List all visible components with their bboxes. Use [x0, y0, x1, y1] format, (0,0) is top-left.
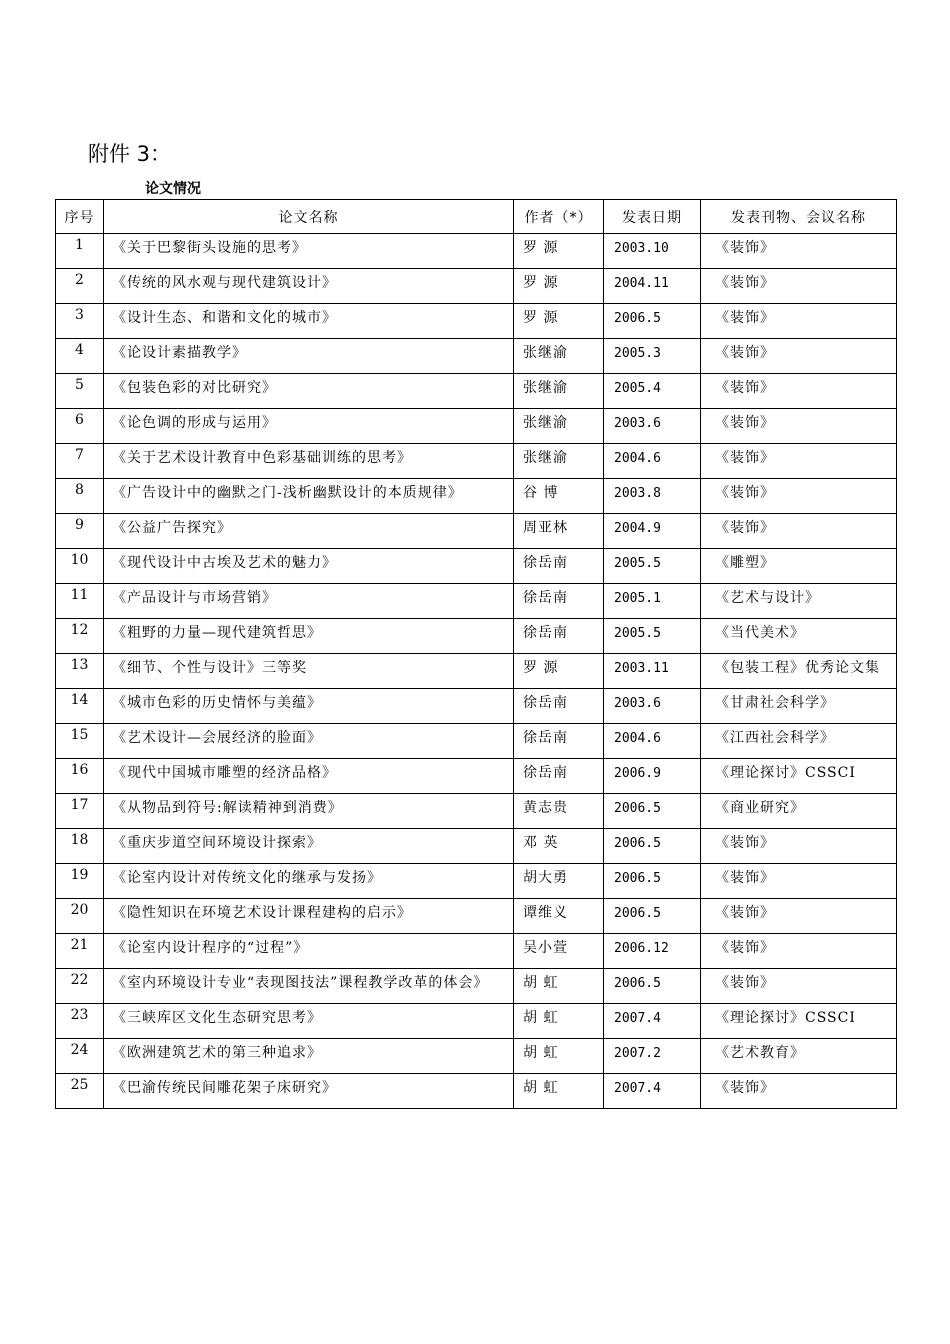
cell-date-text: 2003.8 [614, 486, 661, 501]
cell-index [56, 304, 104, 339]
cell-date [604, 444, 701, 479]
cell-author-text: 罗 源 [523, 240, 559, 256]
cell-author [514, 724, 604, 759]
cell-index [56, 339, 104, 374]
cell-publication [701, 1039, 897, 1074]
cell-index [56, 444, 104, 479]
cell-author [514, 1074, 604, 1109]
cell-author-text: 徐岳南 [523, 695, 568, 711]
cell-publication [701, 864, 897, 899]
table-body [56, 234, 897, 1109]
cell-publication [701, 654, 897, 689]
cell-title-text: 《现代设计中古埃及艺术的魅力》 [112, 555, 337, 571]
cell-author-text: 谭维义 [523, 905, 568, 921]
cell-author [514, 619, 604, 654]
table-row [56, 549, 897, 584]
cell-title-text: 《论设计素描教学》 [112, 345, 247, 361]
cell-index [56, 794, 104, 829]
cell-title [104, 1074, 514, 1109]
cell-date [604, 864, 701, 899]
cell-index-text: 12 [70, 622, 89, 638]
cell-date [604, 304, 701, 339]
section-subtitle: 论文情况 [145, 181, 201, 197]
cell-date-text: 2004.11 [614, 276, 669, 291]
cell-date-text: 2007.2 [614, 1046, 661, 1061]
cell-index-text: 20 [70, 902, 89, 918]
cell-author-text: 邓 英 [523, 835, 559, 851]
cell-title-text: 《粗野的力量—现代建筑哲思》 [112, 625, 322, 641]
cell-publication-text: 《装饰》 [715, 310, 775, 326]
cell-date [604, 1039, 701, 1074]
cell-author [514, 234, 604, 269]
cell-publication [701, 444, 897, 479]
cell-title [104, 514, 514, 549]
cell-title [104, 864, 514, 899]
header-date: 发表日期 [604, 200, 701, 234]
cell-index [56, 269, 104, 304]
cell-author [514, 759, 604, 794]
table-row [56, 689, 897, 724]
cell-date-text: 2005.4 [614, 381, 661, 396]
cell-publication [701, 1074, 897, 1109]
cell-title [104, 234, 514, 269]
cell-date [604, 269, 701, 304]
cell-title [104, 444, 514, 479]
cell-publication-text: 《理论探讨》CSSCI [715, 765, 856, 781]
cell-index-text: 17 [70, 797, 89, 813]
cell-publication [701, 724, 897, 759]
cell-publication [701, 514, 897, 549]
cell-date [604, 689, 701, 724]
table-row [56, 899, 897, 934]
table-row [56, 934, 897, 969]
cell-title [104, 584, 514, 619]
cell-title [104, 689, 514, 724]
cell-author [514, 899, 604, 934]
cell-title [104, 934, 514, 969]
table-row [56, 654, 897, 689]
cell-date [604, 899, 701, 934]
cell-author [514, 654, 604, 689]
cell-index [56, 1074, 104, 1109]
cell-date-text: 2007.4 [614, 1011, 661, 1026]
cell-title [104, 899, 514, 934]
cell-publication-text: 《装饰》 [715, 240, 775, 256]
cell-title [104, 1039, 514, 1074]
cell-author [514, 409, 604, 444]
table-row [56, 409, 897, 444]
cell-date-text: 2005.3 [614, 346, 661, 361]
cell-title-text: 《广告设计中的幽默之门-浅析幽默设计的本质规律》 [112, 485, 463, 501]
cell-index-text: 22 [70, 972, 89, 988]
cell-date-text: 2005.5 [614, 556, 661, 571]
cell-index [56, 234, 104, 269]
cell-date [604, 549, 701, 584]
cell-publication [701, 899, 897, 934]
cell-title-text: 《现代中国城市雕塑的经济品格》 [112, 765, 337, 781]
cell-date [604, 934, 701, 969]
cell-author [514, 934, 604, 969]
cell-date [604, 339, 701, 374]
cell-author [514, 304, 604, 339]
cell-author-text: 胡大勇 [523, 870, 568, 886]
cell-publication-text: 《装饰》 [715, 870, 775, 886]
cell-index-text: 25 [70, 1077, 89, 1093]
cell-publication-text: 《装饰》 [715, 380, 775, 396]
cell-title [104, 479, 514, 514]
cell-author-text: 谷 博 [523, 485, 559, 501]
cell-date-text: 2005.5 [614, 626, 661, 641]
cell-author [514, 794, 604, 829]
cell-title-text: 《关于艺术设计教育中色彩基础训练的思考》 [112, 450, 412, 466]
cell-date [604, 969, 701, 1004]
table-row [56, 339, 897, 374]
cell-date-text: 2006.5 [614, 311, 661, 326]
table-row [56, 864, 897, 899]
cell-publication-text: 《装饰》 [715, 835, 775, 851]
cell-title-text: 《重庆步道空间环境设计探索》 [112, 835, 322, 851]
cell-index [56, 654, 104, 689]
table-row [56, 444, 897, 479]
cell-publication [701, 1004, 897, 1039]
table-row [56, 969, 897, 1004]
cell-publication-text: 《装饰》 [715, 485, 775, 501]
table-row [56, 269, 897, 304]
cell-publication-text: 《装饰》 [715, 345, 775, 361]
cell-index-text: 10 [70, 552, 89, 568]
cell-publication [701, 969, 897, 1004]
cell-publication-text: 《艺术教育》 [715, 1045, 805, 1061]
cell-index-text: 13 [70, 657, 89, 673]
table-row [56, 724, 897, 759]
cell-title-text: 《室内环境设计专业“表现图技法”课程教学改革的体会》 [112, 975, 489, 991]
cell-title [104, 759, 514, 794]
cell-publication-text: 《装饰》 [715, 520, 775, 536]
header-title: 论文名称 [104, 200, 514, 234]
cell-author-text: 胡 虹 [523, 1080, 559, 1096]
cell-title [104, 269, 514, 304]
table-row [56, 304, 897, 339]
cell-date-text: 2003.11 [614, 661, 669, 676]
cell-author-text: 胡 虹 [523, 975, 559, 991]
table-header-row [56, 200, 897, 234]
cell-index-text: 24 [70, 1042, 89, 1058]
cell-index-text: 1 [75, 237, 84, 253]
cell-index [56, 409, 104, 444]
cell-author-text: 黄志贵 [523, 800, 568, 816]
cell-title-text: 《城市色彩的历史情怀与美蕴》 [112, 695, 322, 711]
cell-publication [701, 829, 897, 864]
cell-date-text: 2006.9 [614, 766, 661, 781]
cell-author-text: 张继渝 [523, 380, 568, 396]
cell-author [514, 514, 604, 549]
cell-author-text: 胡 虹 [523, 1045, 559, 1061]
cell-index-text: 16 [70, 762, 89, 778]
cell-publication-text: 《甘肃社会科学》 [715, 695, 835, 711]
cell-title-text: 《欧洲建筑艺术的第三种追求》 [112, 1045, 322, 1061]
cell-publication-text: 《包装工程》优秀论文集 [715, 660, 880, 676]
cell-date [604, 619, 701, 654]
cell-title-text: 《论室内设计程序的“过程”》 [112, 940, 309, 956]
cell-index [56, 969, 104, 1004]
cell-author-text: 罗 源 [523, 310, 559, 326]
cell-author [514, 339, 604, 374]
cell-publication [701, 339, 897, 374]
cell-date [604, 479, 701, 514]
cell-index [56, 584, 104, 619]
cell-index-text: 6 [75, 412, 84, 428]
cell-publication-text: 《商业研究》 [715, 800, 805, 816]
cell-date-text: 2004.9 [614, 521, 661, 536]
cell-title-text: 《论色调的形成与运用》 [112, 415, 277, 431]
cell-title-text: 《艺术设计—会展经济的脸面》 [112, 730, 322, 746]
cell-title [104, 969, 514, 1004]
cell-author [514, 549, 604, 584]
cell-index [56, 724, 104, 759]
cell-date-text: 2006.5 [614, 801, 661, 816]
cell-author-text: 周亚林 [523, 520, 568, 536]
cell-author [514, 829, 604, 864]
cell-publication [701, 269, 897, 304]
table-row [56, 759, 897, 794]
cell-publication [701, 479, 897, 514]
cell-author [514, 444, 604, 479]
cell-author-text: 张继渝 [523, 345, 568, 361]
cell-date [604, 584, 701, 619]
cell-index [56, 864, 104, 899]
table-row [56, 619, 897, 654]
cell-publication-text: 《装饰》 [715, 450, 775, 466]
cell-author-text: 徐岳南 [523, 625, 568, 641]
cell-publication [701, 689, 897, 724]
cell-author-text: 罗 源 [523, 660, 559, 676]
cell-publication [701, 304, 897, 339]
cell-index-text: 7 [75, 447, 84, 463]
cell-author-text: 徐岳南 [523, 730, 568, 746]
cell-publication [701, 374, 897, 409]
papers-table [55, 199, 897, 1109]
cell-index [56, 829, 104, 864]
cell-index-text: 3 [75, 307, 84, 323]
cell-author [514, 864, 604, 899]
cell-author-text: 胡 虹 [523, 1010, 559, 1026]
cell-publication-text: 《装饰》 [715, 940, 775, 956]
cell-index-text: 14 [70, 692, 89, 708]
cell-date [604, 794, 701, 829]
cell-author-text: 罗 源 [523, 275, 559, 291]
cell-publication-text: 《装饰》 [715, 275, 775, 291]
table-row [56, 514, 897, 549]
cell-publication-text: 《装饰》 [715, 1080, 775, 1096]
cell-publication [701, 549, 897, 584]
cell-title [104, 829, 514, 864]
cell-author-text: 张继渝 [523, 415, 568, 431]
cell-publication-text: 《艺术与设计》 [715, 590, 820, 606]
cell-author-text: 徐岳南 [523, 765, 568, 781]
header-author: 作者（*） [514, 200, 604, 234]
cell-date-text: 2006.5 [614, 871, 661, 886]
table-row [56, 584, 897, 619]
cell-title [104, 1004, 514, 1039]
cell-date [604, 409, 701, 444]
cell-date-text: 2003.6 [614, 696, 661, 711]
cell-publication-text: 《装饰》 [715, 415, 775, 431]
cell-index [56, 1039, 104, 1074]
cell-title-text: 《巴渝传统民间雕花架子床研究》 [112, 1080, 337, 1096]
cell-index [56, 549, 104, 584]
cell-index-text: 2 [75, 272, 84, 288]
cell-index [56, 619, 104, 654]
cell-date [604, 1074, 701, 1109]
cell-date-text: 2004.6 [614, 731, 661, 746]
cell-index-text: 8 [75, 482, 84, 498]
cell-author [514, 1004, 604, 1039]
cell-index-text: 15 [70, 727, 89, 743]
cell-publication [701, 234, 897, 269]
header-index: 序号 [56, 200, 104, 234]
cell-title-text: 《产品设计与市场营销》 [112, 590, 277, 606]
cell-publication-text: 《当代美术》 [715, 625, 805, 641]
table-row [56, 479, 897, 514]
cell-author [514, 584, 604, 619]
cell-index [56, 759, 104, 794]
cell-title-text: 《论室内设计对传统文化的继承与发扬》 [112, 870, 382, 886]
cell-index [56, 1004, 104, 1039]
cell-date [604, 374, 701, 409]
attachment-heading: 附件 3： [88, 142, 172, 166]
cell-index [56, 479, 104, 514]
table-row [56, 1004, 897, 1039]
cell-index-text: 11 [70, 587, 89, 603]
cell-date-text: 2006.5 [614, 836, 661, 851]
cell-index-text: 9 [75, 517, 84, 533]
cell-date [604, 234, 701, 269]
table-row [56, 374, 897, 409]
cell-date [604, 514, 701, 549]
cell-title-text: 《隐性知识在环境艺术设计课程建构的启示》 [112, 905, 412, 921]
cell-author [514, 689, 604, 724]
cell-publication-text: 《装饰》 [715, 905, 775, 921]
cell-index-text: 21 [70, 937, 89, 953]
table-row [56, 829, 897, 864]
cell-publication-text: 《江西社会科学》 [715, 730, 835, 746]
cell-index-text: 5 [75, 377, 84, 393]
cell-date [604, 654, 701, 689]
cell-title [104, 409, 514, 444]
cell-date-text: 2004.6 [614, 451, 661, 466]
cell-title [104, 339, 514, 374]
cell-author [514, 969, 604, 1004]
cell-title-text: 《细节、个性与设计》三等奖 [112, 660, 307, 676]
cell-index-text: 19 [70, 867, 89, 883]
cell-index [56, 934, 104, 969]
cell-date-text: 2005.1 [614, 591, 661, 606]
cell-date-text: 2006.5 [614, 976, 661, 991]
cell-index-text: 4 [75, 342, 84, 358]
cell-date [604, 1004, 701, 1039]
cell-date [604, 759, 701, 794]
table-row [56, 1039, 897, 1074]
cell-publication [701, 619, 897, 654]
cell-title [104, 374, 514, 409]
cell-publication [701, 584, 897, 619]
cell-index [56, 689, 104, 724]
cell-title [104, 654, 514, 689]
cell-title [104, 619, 514, 654]
cell-author [514, 1039, 604, 1074]
cell-date-text: 2003.6 [614, 416, 661, 431]
table-row [56, 1074, 897, 1109]
cell-author [514, 479, 604, 514]
cell-publication-text: 《雕塑》 [715, 555, 775, 571]
cell-author-text: 徐岳南 [523, 590, 568, 606]
cell-publication [701, 794, 897, 829]
cell-title-text: 《传统的风水观与现代建筑设计》 [112, 275, 337, 291]
cell-publication-text: 《装饰》 [715, 975, 775, 991]
cell-index [56, 514, 104, 549]
cell-title [104, 304, 514, 339]
cell-title-text: 《包装色彩的对比研究》 [112, 380, 277, 396]
cell-author [514, 269, 604, 304]
cell-date [604, 829, 701, 864]
cell-title-text: 《从物品到符号:解读精神到消费》 [112, 800, 343, 816]
cell-title-text: 《三峡库区文化生态研究思考》 [112, 1010, 322, 1026]
cell-date [604, 724, 701, 759]
cell-index [56, 374, 104, 409]
table-row [56, 794, 897, 829]
cell-publication-text: 《理论探讨》CSSCI [715, 1010, 856, 1026]
cell-index-text: 18 [70, 832, 89, 848]
header-publication: 发表刊物、会议名称 [701, 200, 897, 234]
cell-index-text: 23 [70, 1007, 89, 1023]
cell-publication [701, 934, 897, 969]
table-row [56, 234, 897, 269]
cell-title [104, 794, 514, 829]
cell-title-text: 《公益广告探究》 [112, 520, 232, 536]
cell-title [104, 549, 514, 584]
cell-title-text: 《设计生态、和谐和文化的城市》 [112, 310, 337, 326]
cell-title-text: 《关于巴黎街头设施的思考》 [112, 240, 307, 256]
cell-author-text: 吴小萱 [523, 940, 568, 956]
cell-publication [701, 409, 897, 444]
cell-date-text: 2007.4 [614, 1081, 661, 1096]
cell-date-text: 2006.5 [614, 906, 661, 921]
cell-publication [701, 759, 897, 794]
cell-date-text: 2006.12 [614, 941, 669, 956]
cell-author [514, 374, 604, 409]
cell-date-text: 2003.10 [614, 241, 669, 256]
cell-title [104, 724, 514, 759]
cell-author-text: 张继渝 [523, 450, 568, 466]
cell-author-text: 徐岳南 [523, 555, 568, 571]
cell-index [56, 899, 104, 934]
